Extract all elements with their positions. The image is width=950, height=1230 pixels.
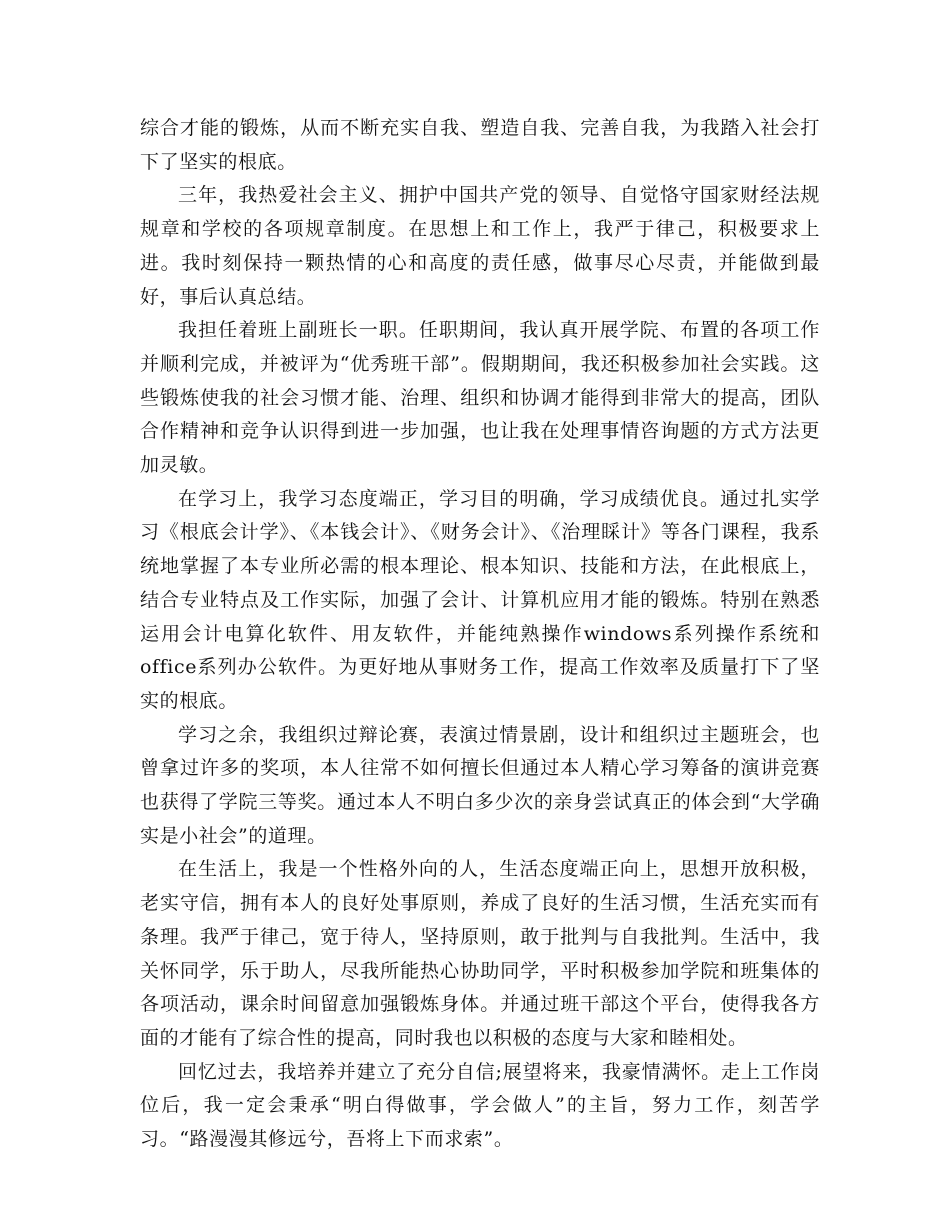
paragraph-6: 在生活上，我是一个性格外向的人，生活态度端正向上，思想开放积极，老实守信，拥有本人的良好处事原则，养成了良好的生活习惯，生活充实而有条理。我严于律己，宽于待人，坚持原则，敢于批判与自我批判。生活中，我关怀同学，乐于助人，尽我所能热心协助同学，平时积极参加学院和班集体的各项活动，课余时间留意加强锻炼身体。并通过班干部这个平台，使得我各方面的才能有了综合性的提高，同时我也以积极的态度与大家和睦相处。 bbox=[140, 858, 820, 1049]
paragraph-2: 三年，我热爱社会主义、拥护中国共产党的领导、自觉恪守国家财经法规规章和学校的各项规章制度。在思想上和工作上，我严于律己，积极要求上进。我时刻保持一颗热情的心和高度的责任感，做事尽心尽责，并能做到最好，事后认真总结。 bbox=[140, 184, 820, 308]
paragraph-5: 学习之余，我组织过辩论赛，表演过情景剧，设计和组织过主题班会，也曾拿过许多的奖项，本人往常不如何擅长但通过本人精心学习筹备的演讲竞赛也获得了学院三等奖。通过本人不明白多少次的亲身尝试真正的体会到“大学确实是小社会”的道理。 bbox=[140, 723, 820, 847]
paragraph-1: 综合才能的锻炼，从而不断充实自我、塑造自我、完善自我，为我踏入社会打下了坚实的根底。 bbox=[140, 117, 820, 173]
paragraph-4: 在学习上，我学习态度端正，学习目的明确，学习成绩优良。通过扎实学习《根底会计学》、《本钱会计》、《财务会计》、《治理睬计》等各门课程，我系统地掌握了本专业所必需的根本理论、根本知识、技能和方法，在此根底上，结合专业特点及工作实际，加强了会计、计算机应用才能的锻炼。特别在熟悉运用会计电算化软件、用友软件，并能纯熟操作windows系列操作系统和office系列办公软件。为更好地从事财务工作，提高工作效率及质量打下了坚实的根底。 bbox=[140, 487, 820, 712]
paragraph-3: 我担任着班上副班长一职。任职期间，我认真开展学院、布置的各项工作并顺利完成，并被评为“优秀班干部”。假期期间，我还积极参加社会实践。这些锻炼使我的社会习惯才能、治理、组织和协调才能得到非常大的提高，团队合作精神和竞争认识得到进一步加强，也让我在处理事情咨询题的方式方法更加灵敏。 bbox=[140, 319, 820, 477]
document-body bbox=[140, 112, 820, 1157]
paragraph-7: 回忆过去，我培养并建立了充分自信;展望将来，我豪情满怀。走上工作岗位后，我一定会秉承“明白得做事，学会做人”的主旨，努力工作，刻苦学习。“路漫漫其修远兮，吾将上下而求索”。 bbox=[140, 1060, 820, 1151]
